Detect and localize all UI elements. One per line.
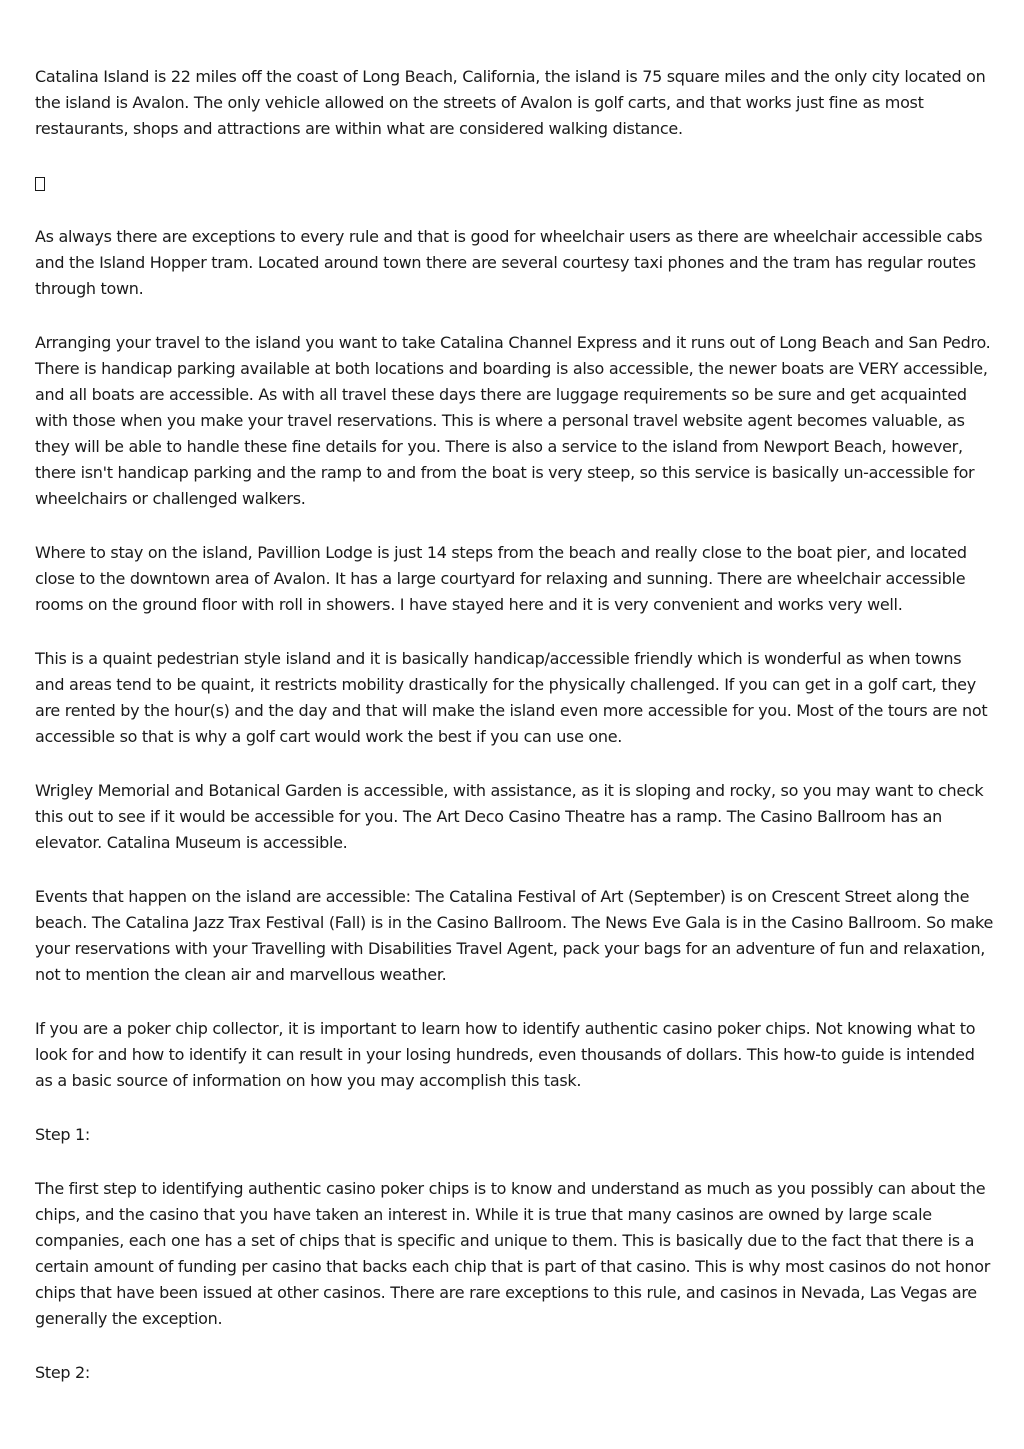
paragraph-intro: Catalina Island is 22 miles off the coast of Long Beach, California, the island is 75 square miles and the only city located on the island is Avalon. The only vehicle allowed on the streets of Avalon is golf carts, and that works just fine as most restaurants, shops and attractions are within what are considered walking distance. [35, 67, 986, 138]
paragraph-travel: Arranging your travel to the island you want to take Catalina Channel Express and it runs out of Long Beach and San Pedro. There is handicap parking available at both locations and boarding is also accessible, the newer boats are VERY accessible, and all boats are accessible. As with all travel these days there are luggage requirements so be sure and get acquainted with those when you make your travel reservations. This is where a personal travel website agent becomes valuable, as they will be able to handle these fine details for you. There is also a service to the island from Newport Beach, however, there isn't handicap parking and the ramp to and from the boat is very steep, so this service is basically un-accessible for wheelchairs or challenged walkers. [35, 333, 991, 508]
paragraph-exceptions: As always there are exceptions to every rule and that is good for wheelchair users as there are wheelchair accessible cabs and the Island Hopper tram. Located around town there are several courtesy taxi phones and the tram has regular routes through town. [35, 227, 983, 298]
paragraph-attractions: Wrigley Memorial and Botanical Garden is accessible, with assistance, as it is sloping and rocky, so you may want to check this out to see if it would be accessible for you. The Art Deco Casino Theatre has a ramp. The Casino Ballroom has an elevator. Catalina Museum is accessible. [35, 781, 984, 852]
step-1-heading: Step 1: [35, 1125, 90, 1144]
paragraph-poker-intro: If you are a poker chip collector, it is important to learn how to identify authentic casino poker chips. Not knowing what to look for and how to identify it can result in your losing hundreds, even thousands of dollars. This how-to guide is intended as a basic source of information on how you may accomplish this task. [35, 1019, 976, 1090]
paragraph-events: Events that happen on the island are accessible: The Catalina Festival of Art (September) is on Crescent Street along the beach. The Catalina Jazz Trax Festival (Fall) is in the Casino Ballroom. The News Eve Gala is in the Casino Ballroom. So make your reservations with your Travelling with Disabilities Travel Agent, pack your bags for an adventure of fun and relaxation, not to mention the clean air and marvellous weather. [35, 887, 993, 984]
paragraph-mobility: This is a quaint pedestrian style island and it is basically handicap/accessible friendly which is wonderful as when towns and areas tend to be quaint, it restricts mobility drastically for the physically challenged. If you can get in a golf cart, they are rented by the hour(s) and the day and that will make the island even more accessible for you. Most of the tours are not accessible so that is why a golf cart would work the best if you can use one. [35, 649, 988, 746]
paragraph-step-1: The first step to identifying authentic casino poker chips is to know and understand as much as you possibly can about the chips, and the casino that you have taken an interest in. While it is true that many casinos are owned by large scale companies, each one has a set of chips that is specific and unique to them. This is basically due to the fact that there is a certain amount of funding per casino that backs each chip that is part of that casino. This is why most casinos do not honor chips that have been issued at other casinos. There are rare exceptions to this rule, and casinos in Nevada, Las Vegas are generally the exception. [35, 1179, 991, 1328]
article-body [35, 64, 995, 1414]
paragraph-lodging: Where to stay on the island, Pavillion Lodge is just 14 steps from the beach and really close to the boat pier, and located close to the downtown area of Avalon. It has a large courtyard for relaxing and sunning. There are wheelchair accessible rooms on the ground floor with roll in showers. I have stayed here and it is very convenient and works very well. [35, 543, 967, 614]
missing-glyph-icon [35, 170, 995, 196]
step-2-heading: Step 2: [35, 1363, 90, 1382]
